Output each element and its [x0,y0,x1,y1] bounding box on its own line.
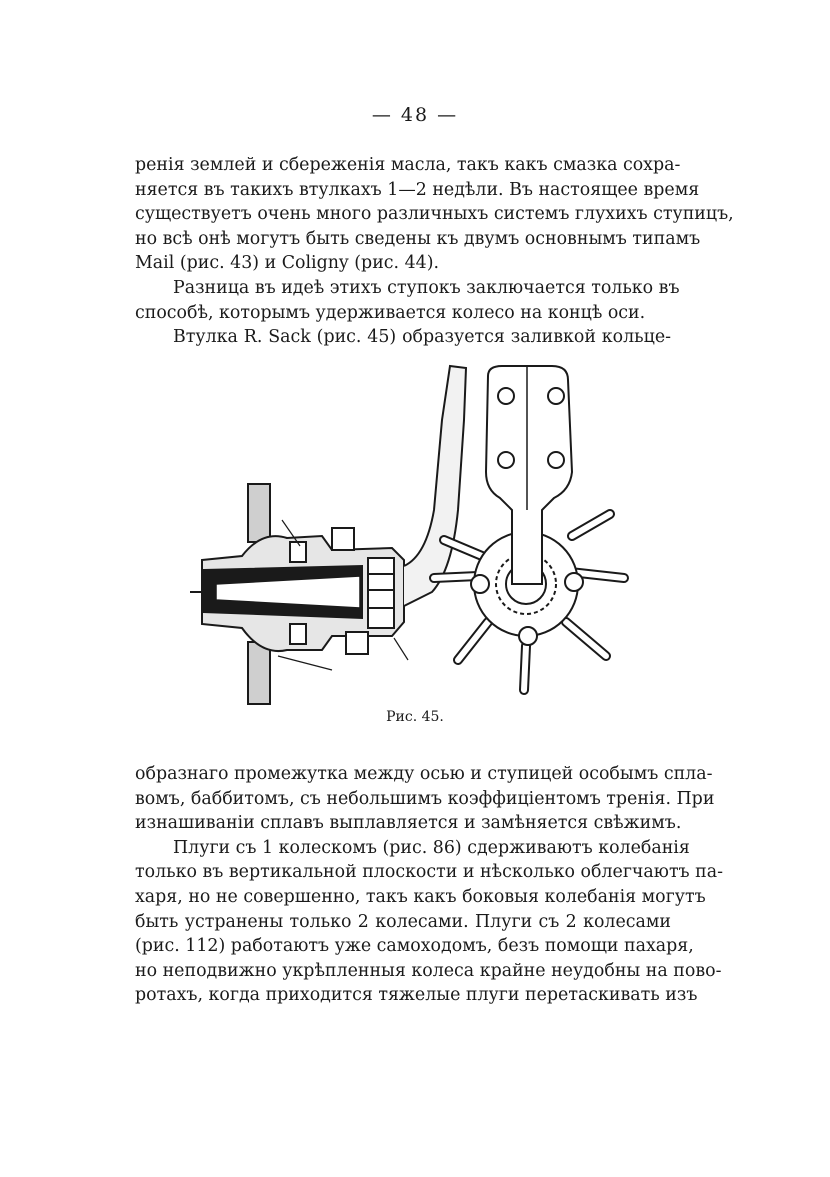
left-hub-section [190,484,408,704]
text-line: образнаго промежутка между осью и ступицей особымъ спла- [135,764,713,784]
text-line: но всѣ онѣ могутъ быть сведены къ двумъ основнымъ типамъ [135,228,701,249]
text-line: Втулка R. Sack (рис. 45) образуется заливкой кольце- [173,327,671,348]
page-number: — 48 — [371,104,459,126]
text-line: ренія землей и сбереженія масла, такъ какъ смазка сохра- [135,155,681,175]
hub-axle-illustration [182,360,662,710]
text-line: ротахъ, когда приходится тяжелые плуги перетаскивать изъ [135,985,698,1006]
text-line: быть устранены только 2 колесами. Плуги съ 2 колесами [135,911,671,932]
text-line: вомъ, баббитомъ, съ небольшимъ коэффиціентомъ тренія. При [135,788,715,809]
axle-arm [404,366,466,606]
text-line: изнашиваніи сплавъ выплавляется и замѣняется свѣжимъ. [135,813,682,834]
text-line: только въ вертикальной плоскости и нѣсколько облегчаютъ па- [135,862,723,883]
figure-hub-drawing [182,360,662,710]
text-line: Плуги съ 1 колескомъ (рис. 86) сдерживаютъ колебанія [173,837,690,858]
text-line: способѣ, которымъ удерживается колесо на концѣ оси. [135,302,646,323]
text-line: Mail (рис. 43) и Coligny (рис. 44). [135,253,440,274]
paragraph-block-bottom [135,762,723,1008]
paragraph-block-top [135,153,734,350]
text-line: харя, но не совершенно, такъ какъ боковыя колебанія могутъ [135,886,706,907]
text-line: (рис. 112) работаютъ уже самоходомъ, безъ помощи пахаря, [135,936,694,957]
text-line: Разница въ идеѣ этихъ ступокъ заключается только въ [173,277,680,298]
figure-caption: Рис. 45. [386,709,444,725]
text-line: няется въ такихъ втулкахъ 1—2 недѣли. Въ настоящее время [135,179,700,200]
text-line: но неподвижно укрѣпленныя колеса крайне неудобны на пово- [135,960,722,981]
text-line: существуетъ очень много различныхъ системъ глухихъ ступицъ, [135,204,734,225]
